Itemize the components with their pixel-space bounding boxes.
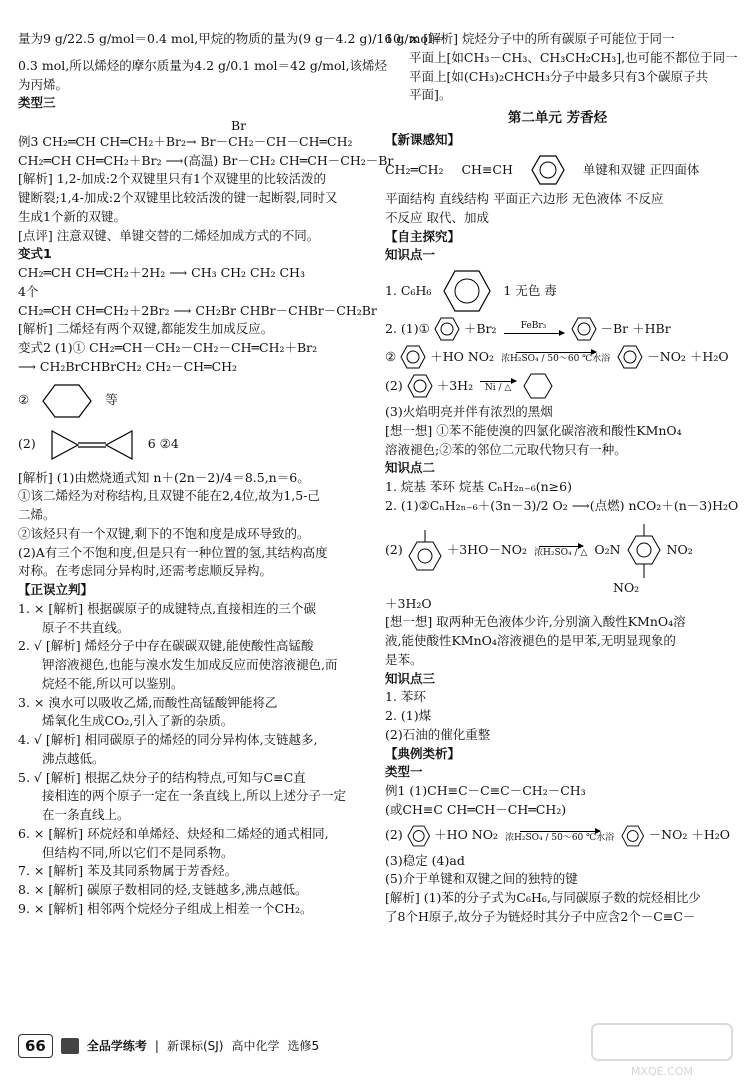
judge-item: 7. × [解析] 苯及其同系物属于芳香烃。 [18,863,238,879]
section-heading: 类型三 [18,95,56,111]
text-line: 平面结构 直线结构 平面正六边形 无色液体 不反应 [385,191,664,206]
bicyclo-row [18,425,366,465]
text-line: 4个 [18,283,39,299]
eq-reagent: ＋HO NO₂ [430,348,495,364]
answer-text: 6 ②4 [147,436,179,452]
knowledge-point-heading: 知识点二 [385,460,436,476]
separator: | [154,1039,159,1053]
circled-two: ② [18,392,30,408]
analysis-line: ②该烃只有一个双键,剩下的不饱和度是成环导致的。 [18,525,310,541]
tnt-group: NO₂ [666,542,693,558]
analysis-line: 了8个H原子,故分子为链烃时其分子中应含2个－C≡C－ [385,908,696,924]
br-label: Br [231,118,247,133]
eq-product: －NO₂ ＋H₂O [647,348,729,364]
edition-label: 新课标(SJ) [166,1039,224,1053]
judge-item: 沸点越低。 [42,750,105,766]
cyclohexane-ring-icon [37,381,97,421]
bromination-equation [385,317,730,341]
text-line: 不反应 取代、加成 [385,209,489,225]
page-footer [18,1034,368,1058]
text-line: 1. 烷基 苯环 烷基 CₙH₂ₙ₋₆(n≥6) [385,479,572,494]
type-heading: 类型一 [385,764,423,780]
benzene-ring-icon [407,824,430,848]
analysis-line: (2)A有三个不饱和度,但是只有一种位置的氢,其结构高度 [18,544,328,560]
text-line: [解析] 二烯烃有两个双键,都能发生加成反应。 [18,321,274,337]
text-line: ⟶ CH₂BrCHBrCH₂ CH₂－CH═CH₂ [18,358,238,374]
example-line: (或CH≡C CH═CH－CH═CH₂) [385,801,567,817]
tnt-group: O₂N [594,542,621,558]
judge-item: 接相连的两个原子一定在一条直线上,所以上述分子一定 [42,788,346,804]
eq-product: －Br ＋HBr [600,320,671,336]
analysis-line: 生成1个新的双键。 [18,208,126,224]
judge-item: 平面上[如(CH₃)₂CHCH₃分子中最多只有3个碳原子共 [409,68,709,84]
reaction-arrow [480,379,516,393]
judge-item: 10. × [解析] 烷烃分子中的所有碳原子可能位于同一 [385,31,675,46]
bicyclopropylidene-structure-icon [44,425,140,465]
judge-item: 平面]。 [409,87,452,103]
benzene-ring-icon [400,345,426,369]
judge-item: 但结构不同,所以它们不是同系物。 [42,844,234,860]
judge-item: 烯氧化生成CO₂,引入了新的杂质。 [42,713,234,729]
subject-label: 高中化学 [231,1039,280,1053]
tnt-ring-icon [625,522,663,580]
eq-prefix: (2) [385,827,403,843]
analysis-line: [解析] 1,2-加成:2个双键里只有1个双键里的比较活泼的 [18,171,326,187]
judge-item: 1. × [解析] 根据碳原子的成键特点,直接相连的三个碳 [18,600,317,616]
eq-reagent: ＋3HO－NO₂ [446,542,528,558]
judge-item: 8. × [解析] 碳原子数相同的烃,支链越多,沸点越低。 [18,882,308,897]
reaction-arrow [504,322,564,336]
eq-prefix: (2) [385,377,403,393]
answer-text: 单键和双键 正四面体 [582,161,700,177]
catalyst-label: Ni / △ [484,383,512,393]
analysis-line: 对称。在考虑同分异构时,还需考虑顺反异构。 [18,563,272,579]
judge-item: 9. × [解析] 相邻两个烷烃分子组成上相差一个CH₂。 [18,900,313,916]
acetylene-formula: CH≡CH [461,161,513,177]
condition-label: 浓H₂SO₄ / △ [534,547,588,558]
text-line: CH₂═CH CH═CH₂＋2H₂ ⟶ CH₃ CH₂ CH₂ CH₃ [18,265,305,280]
analysis-line: 键断裂;1,4-加成:2个双键里比较活泼的键一起断裂,同时又 [18,190,338,205]
comment-line: [点评] 注意双键、单键交替的二烯烃加成方式的不同。 [18,227,320,243]
benzene-formula: 1. C₆H₆ [385,282,432,298]
catalyst-label: FeBr₃ [520,321,547,331]
right-column [385,30,739,927]
benzene-ring-icon [617,345,643,369]
text-line: 0.3 mol,所以烯烃的摩尔质量为4.2 g/0.1 mol＝42 g/mol,该烯烃 [18,57,387,73]
judge-item: 平面上[如CH₃－CH₃、CH₃CH₂CH₃],也可能不都位于同一 [409,49,738,65]
eq-prefix: 2. (1)① [385,320,430,336]
etc-label: 等 [105,392,118,408]
page-number: 66 [18,1034,53,1059]
eq-product: －NO₂ ＋H₂O [648,827,730,843]
cyclohexane-ring-icon [523,373,553,399]
toluene-structure-icon [407,528,443,574]
eq-reagent: ＋HO NO₂ [434,827,498,843]
think-line: 溶液褪色;②苯的邻位二元取代物只有一种。 [385,441,627,457]
brand-logo-icon [61,1038,79,1054]
eq-prefix: ② [385,348,397,364]
analysis-line: ①该二烯烃为对称结构,且双键不能在2,4位,故为1,5-己 [18,488,320,504]
reaction-arrow [534,544,587,558]
volume-label: 选修5 [287,1039,320,1053]
hydrogenation-equation [385,373,730,399]
eq-prefix: (2) [385,542,403,558]
think-line: 是苯。 [385,651,423,667]
tnt-group-bottom: NO₂ [613,579,640,595]
preview-row [385,154,730,186]
benzene-ring-icon [571,317,597,341]
nitration-equation [385,345,730,369]
text-line: (5)介于单键和双键之间的独特的键 [385,871,578,887]
judge-item: 烷烃不能,所以可以鉴别。 [42,675,184,691]
example-line: CH₂═CH CH═CH₂＋Br₂ ⟶(高温) Br－CH₂ CH═CH－CH₂－Br [18,152,394,168]
benzene-ring-icon [407,374,433,398]
section-heading: 【典例类析】 [385,745,461,761]
judge-item: 钾溶液褪色,也能与溴水发生加成反应而使溶液褪色,而 [42,657,338,672]
text-line: CH₂═CH CH═CH₂＋2Br₂ ⟶ CH₂Br CHBr－CHBr－CH₂Br [18,302,377,318]
judge-item: 原子不共直线。 [42,619,130,635]
unit-title: 第二单元 芳香烃 [507,110,608,126]
think-line: [想一想] 取两种无色液体少许,分别滴入酸性KMnO₄溶 [385,614,686,630]
watermark-logo-icon [588,1020,738,1080]
text-line: (2)石油的催化重整 [385,726,491,742]
eq-reagent: ＋3H₂ [436,377,474,393]
example-line: 例3 CH₂═CH CH═CH₂＋Br₂→ Br－CH₂－CH－CH═CH₂ [18,133,353,149]
judge-item: 在一条直线上。 [42,807,130,822]
variant-heading: 变式1 [18,246,52,262]
text-line: 2. (1)②CₙH₂ₙ₋₆＋(3n－3)/2 O₂ ⟶(点燃) nCO₂＋(n－3)H₂O [385,497,739,513]
reaction-arrow [505,829,614,843]
text-line: 2. (1)煤 [385,708,432,723]
section-heading: 【正误立判】 [18,582,94,597]
cyclohexene-row [18,381,366,421]
watermark [588,1020,738,1080]
section-heading: 【自主探究】 [385,228,461,244]
ethylene-formula: CH₂═CH₂ [385,161,444,177]
judge-item: 5. √ [解析] 根据乙炔分子的结构特点,可知与C≡C直 [18,769,306,785]
example-line: 例1 (1)CH≡C－C≡C－CH₂－CH₃ [385,783,586,798]
text-line: 量为9 g/22.5 g/mol＝0.4 mol,甲烷的物质的量为(9 g－4.2 g)/16 g/mol＝ [18,31,445,46]
text-line: ＋3H₂O [385,595,432,611]
benzene-ring-icon [531,154,565,186]
text-line: 变式2 (1)① CH₂═CH－CH₂－CH₂－CH═CH₂＋Br₂ [18,340,318,355]
nitration-equation-2 [385,824,730,848]
eq-reagent: ＋Br₂ [463,320,497,336]
benzene-ring-icon [621,824,644,848]
judge-item: 4. √ [解析] 相同碳原子的烯烃的同分异构体,支链越多, [18,732,318,747]
analysis-line: 二烯。 [18,507,56,522]
knowledge-point-heading: 知识点三 [385,670,436,686]
text-line: 为丙烯。 [18,76,69,92]
knowledge-point-heading: 知识点一 [385,247,436,263]
judge-item: 2. √ [解析] 烯烃分子中存在碳碳双键,能使酸性高锰酸 [18,638,314,654]
answer-text: 1 无色 毒 [503,282,557,298]
kp1-row1 [385,269,730,313]
condition-label: 浓H₂SO₄ / 50～60 ℃水浴 [505,832,615,843]
judge-item: 3. × 溴水可以吸收乙烯,而酸性高锰酸钾能将乙 [18,694,278,710]
text-line: (3)火焰明亮并伴有浓烈的黑烟 [385,404,553,419]
judge-item: 6. × [解析] 环烷烃和单烯烃、炔烃和二烯烃的通式相同, [18,825,329,841]
text-line: 1. 苯环 [385,689,426,705]
think-line: [想一想] ①苯不能使溴的四氯化碳溶液和酸性KMnO₄ [385,422,682,438]
analysis-line: [解析] (1)由燃烧通式知 n＋(2n－2)/4＝8.5,n＝6。 [18,469,310,485]
condition-label: 浓H₂SO₄ / 50～60 ℃水浴 [501,354,611,364]
tnt-equation [385,522,730,580]
reaction-arrow [501,350,610,364]
label-2: (2) [18,436,36,452]
text-line: (3)稳定 (4)ad [385,852,465,868]
analysis-line: [解析] (1)苯的分子式为C₆H₆,与同碳原子数的烷烃相比少 [385,890,701,905]
brand-name: 全品学练考 [86,1039,147,1053]
benzene-ring-icon [443,269,491,313]
think-line: 液,能使酸性KMnO₄溶液褪色的是甲苯,无明显现象的 [385,633,676,648]
watermark-text: MXQE.COM [631,1065,693,1078]
section-heading: 【新课感知】 [385,132,461,148]
benzene-ring-icon [434,317,460,341]
